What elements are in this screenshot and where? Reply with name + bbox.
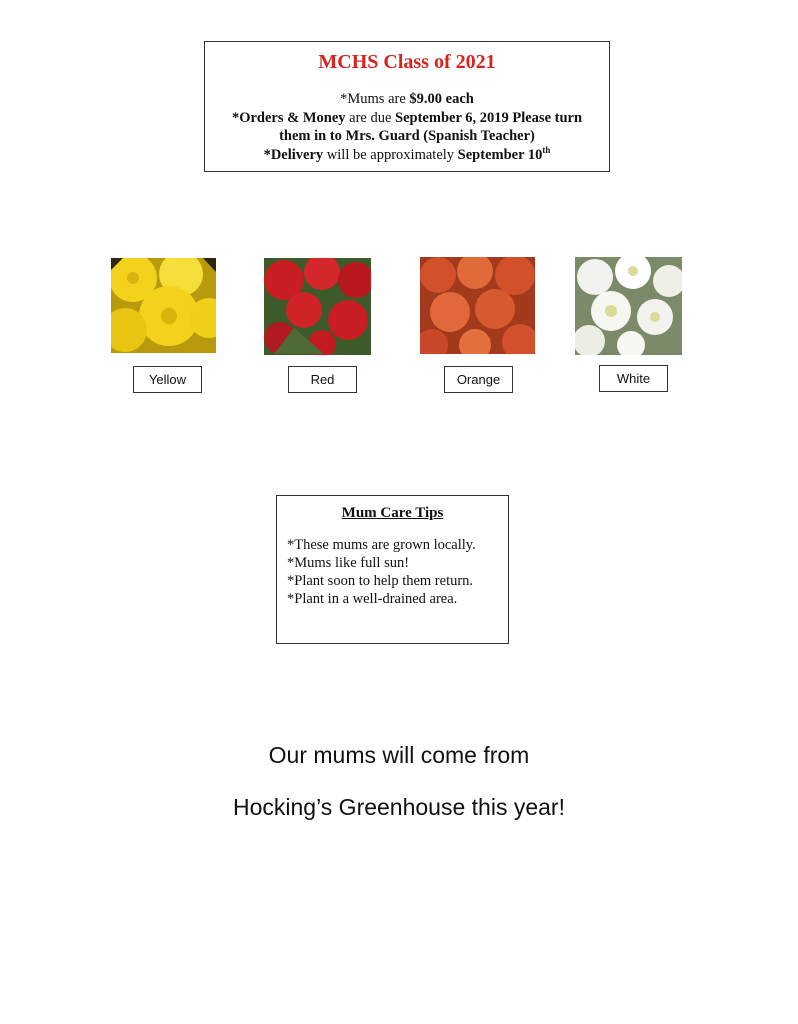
care-tip: *Plant in a well-drained area. (287, 591, 458, 607)
orange-label: Orange (444, 366, 513, 393)
orange-mum-photo (420, 257, 535, 354)
footer-line-1: Our mums will come from (268, 742, 530, 768)
yellow-mum-photo (111, 258, 216, 353)
care-tip: *Plant soon to help them return. (287, 573, 474, 589)
white-mum-photo (575, 257, 682, 355)
care-tips-list (287, 536, 508, 608)
care-tips-box (276, 495, 509, 644)
turn-in-line: them in to Mrs. Guard (Spanish Teacher) (279, 128, 535, 144)
footer-line-2: Hocking’s Greenhouse this year! (233, 794, 565, 820)
care-tips-title: Mum Care Tips (341, 505, 444, 521)
care-tip: *These mums are grown locally. (287, 537, 476, 553)
red-label: Red (288, 366, 357, 393)
white-label: White (599, 365, 668, 392)
due-line: *Orders & Money are due September 6, 2019 Please turn (231, 109, 583, 126)
delivery-line: *Delivery will be approximately September 10th (263, 144, 551, 163)
class-title: MCHS Class of 2021 (318, 51, 496, 73)
order-info-box (204, 41, 610, 172)
red-mum-photo (264, 258, 371, 355)
care-tip: *Mums like full sun! (287, 555, 410, 571)
order-details (205, 90, 609, 164)
yellow-label: Yellow (133, 366, 202, 393)
price-line: *Mums are $9.00 each (340, 91, 474, 107)
